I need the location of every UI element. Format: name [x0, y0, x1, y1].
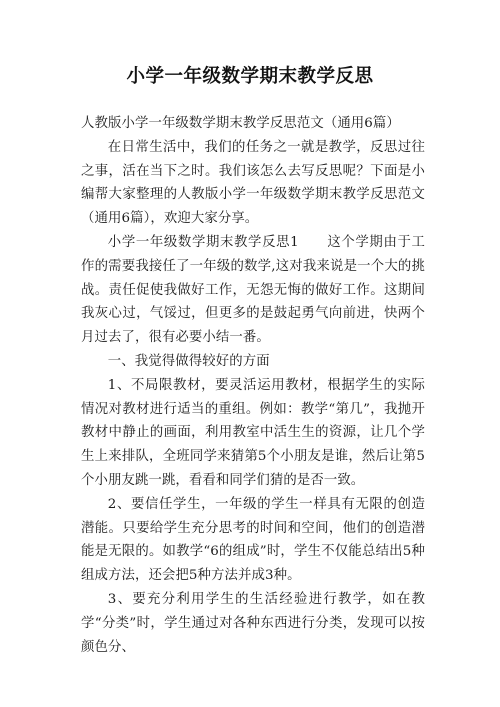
reflection-paragraph: 小学一年级数学期末教学反思1 这个学期由于工作的需要我接任了一年级的数学,这对我来说是一个大的挑战。责任促使我做好工作，无怨无悔的做好工作。这期间我灰心过，气馁过，但更多的是鼓起勇气向前进，快两个月过去了，很有必要小结一番。 — [81, 234, 425, 346]
document-subtitle: 人教版小学一年级数学期末教学反思范文（通用6篇） — [81, 116, 400, 131]
intro-paragraph: 在日常生活中，我们的任务之一就是教学，反思过往之事，活在当下之时。我们该怎么去写反思呢？下面是小编帮大家整理的人教版小学一年级数学期末教学反思范文（通用6篇），欢迎大家分享。 — [81, 139, 425, 227]
point-paragraph-3: 3、要充分利用学生的生活经验进行教学，如在教学“分类”时，学生通过对各种东西进行分类，发现可以按颜色分、 — [81, 591, 425, 655]
point-paragraph-2: 2、要信任学生，一年级的学生一样具有无限的创造潜能。只要给学生充分思考的时间和空间，他们的创造潜能是无限的。如教学“6的组成”时，学生不仅能总结出5种组成方法，还会把5种方法并成3种。 — [81, 496, 425, 584]
document-title: 小学一年级数学期末教学反思 — [126, 66, 374, 87]
point-paragraph-1: 1、不局限教材，要灵活运用教材，根据学生的实际情况对教材进行适当的重组。例如：教学“第几”，我抛开教材中静止的画面，利用教室中活生生的资源，让几个学生上来排队，全班同学来猜第5个小朋友是谁，然后让第5个小朋友跳一跳，看看和同学们猜的是否一致。 — [81, 377, 425, 488]
section-heading: 一、我觉得做得较好的方面 — [107, 353, 270, 369]
document-body — [81, 112, 425, 659]
